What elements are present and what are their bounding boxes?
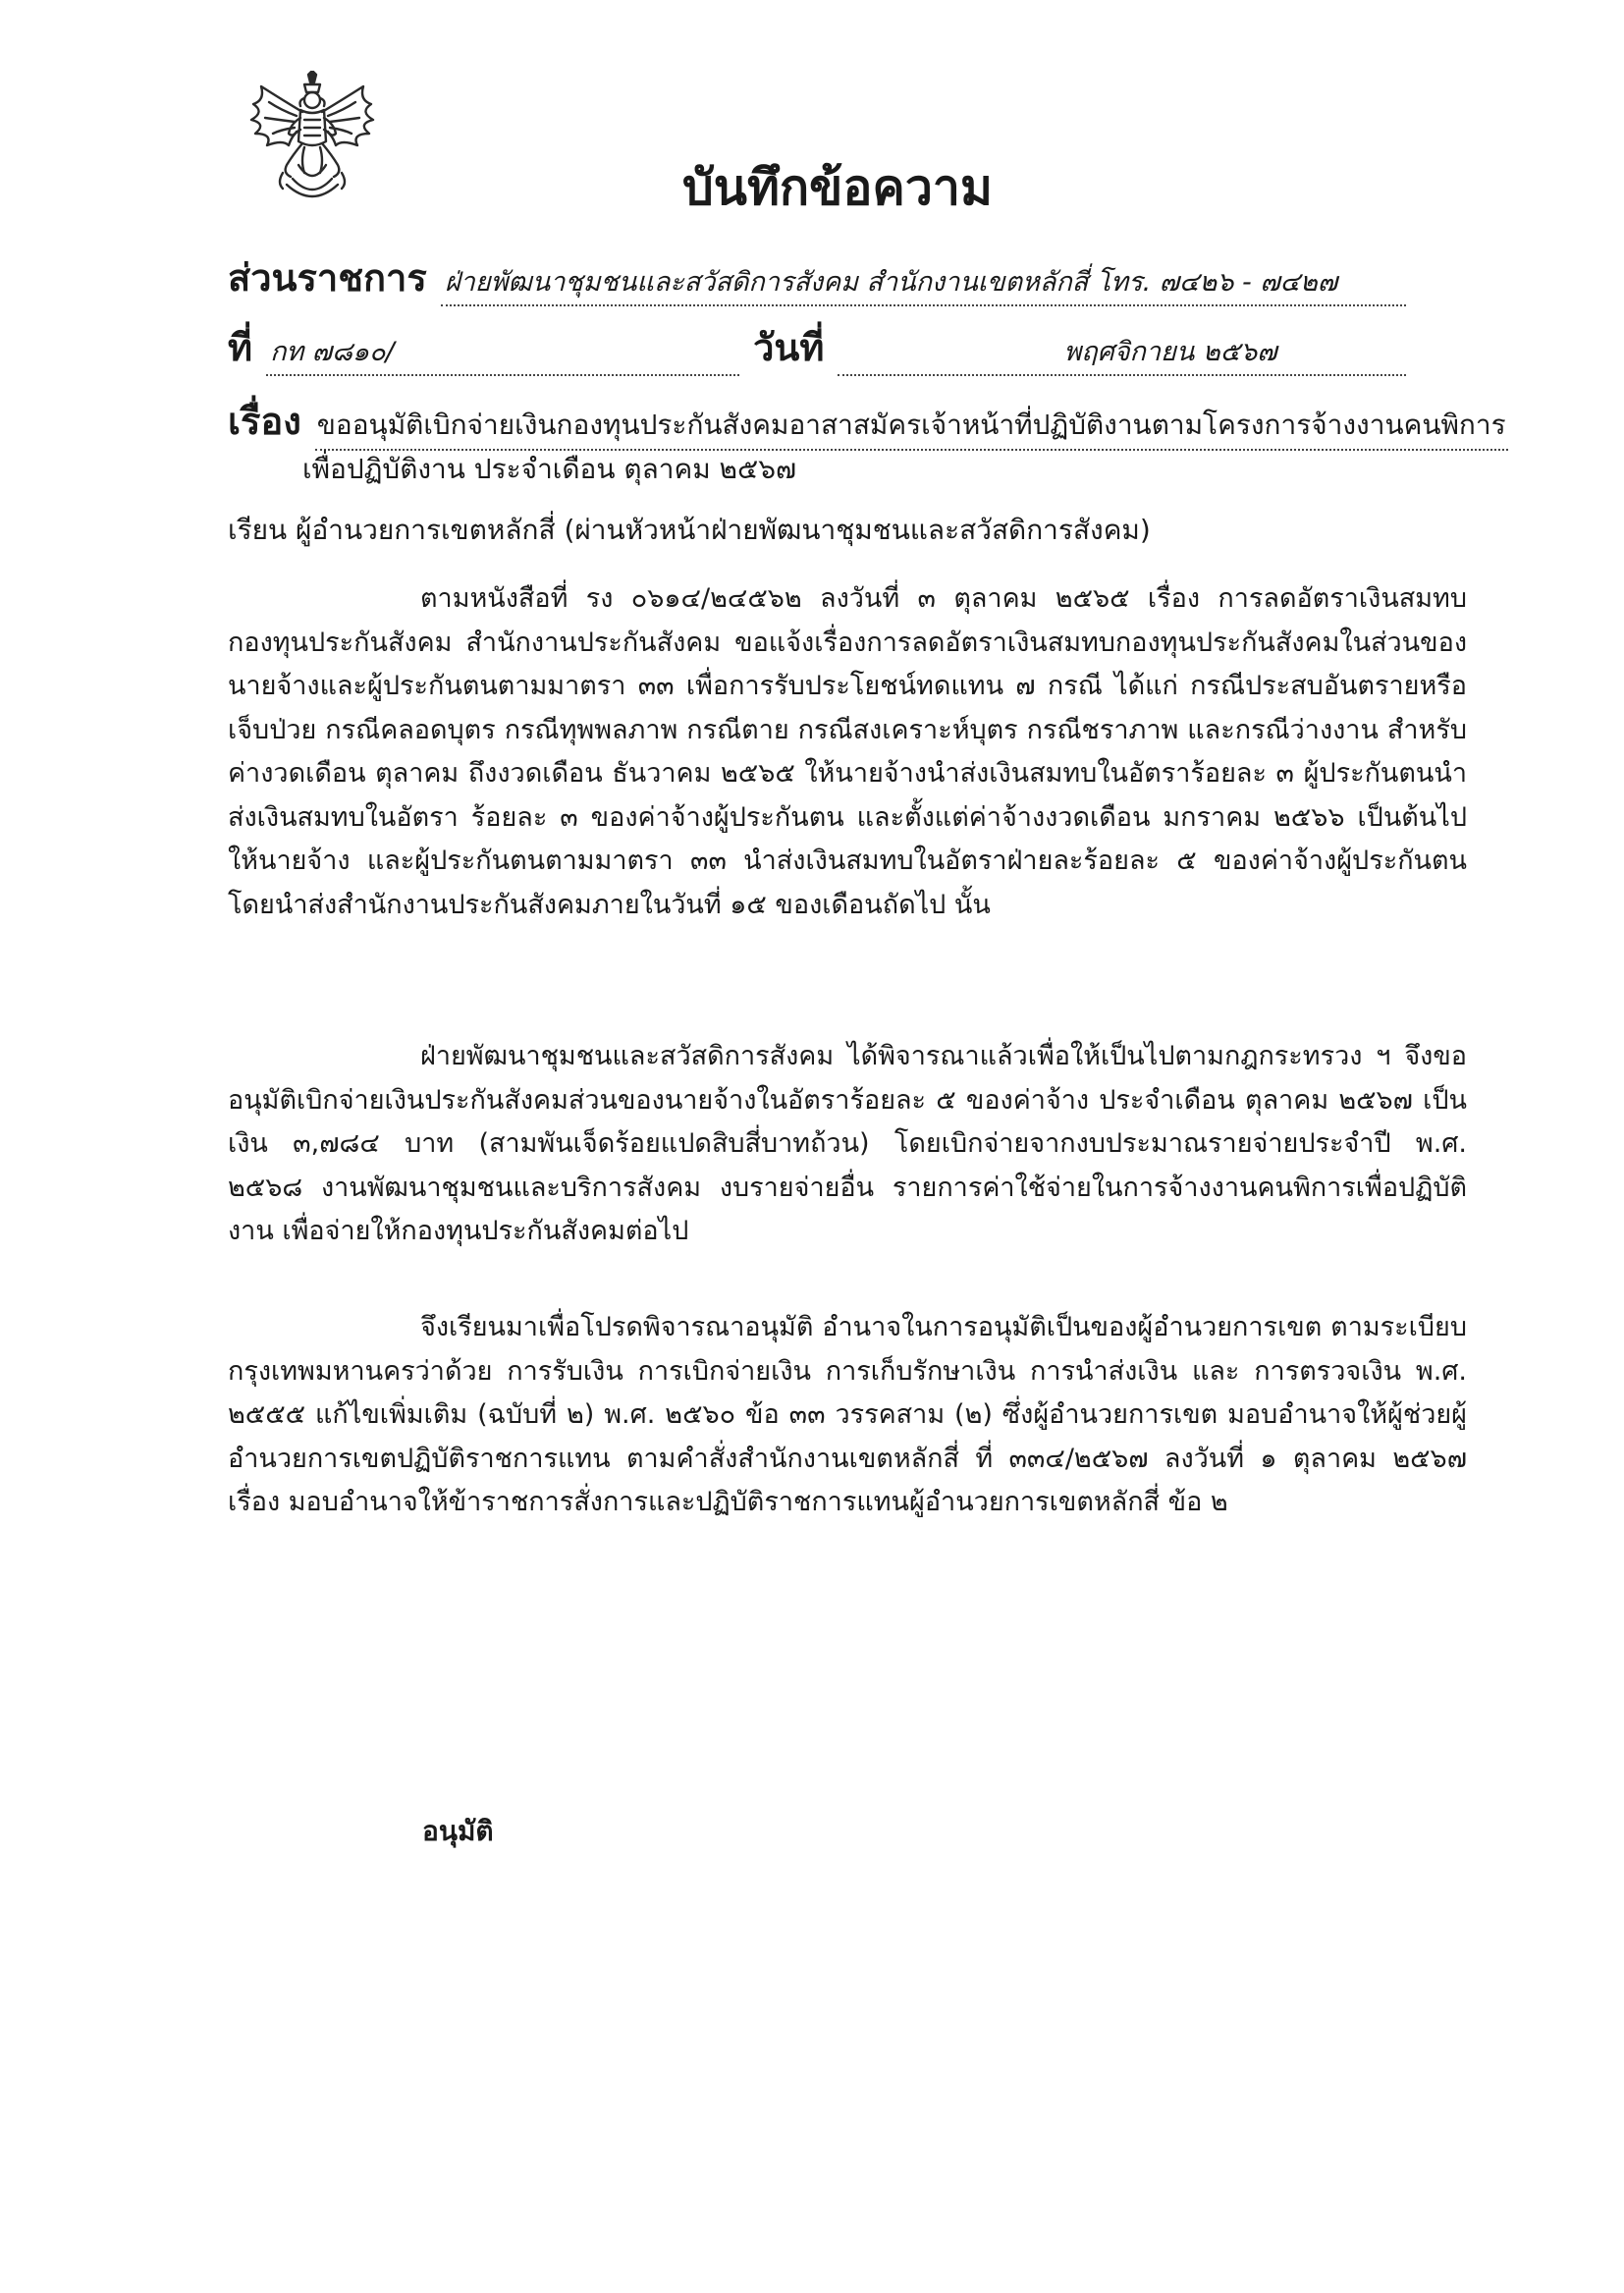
agency-label: ส่วนราชการ [228,256,427,300]
subject-label: เรื่อง [228,400,301,443]
body-paragraph-1: ตามหนังสือที่ รง ๐๖๑๔/๒๔๕๖๒ ลงวันที่ ๓ ตุลาคม ๒๕๖๕ เรื่อง การลดอัตราเงินสมทบกองทุนประกันสังคม สำนักงานประกันสังคม ขอแจ้งเรื่องการลดอัตราเงินสมทบกองทุนประกันสังคมในส่วนของนายจ้างและผู้ประกันตนตามมาตรา ๓๓ เพื่อการรับประโยชน์ทดแทน ๗ กรณี ได้แก่ กรณีประสบอันตรายหรือเจ็บป่วย กรณีคลอดบุตร กรณีทุพพลภาพ กรณีตาย กรณีสงเคราะห์บุตร กรณีชราภาพ และกรณีว่างงาน สำหรับค่างวดเดือน ตุลาคม ถึงงวดเดือน ธันวาคม ๒๕๖๕ ให้นายจ้างนำส่งเงินสมทบในอัตราร้อยละ ๓ ผู้ประกันตนนำส่งเงินสมทบในอัตรา ร้อยละ ๓ ของค่าจ้างผู้ประกันตน และตั้งแต่ค่าจ้างงวดเดือน มกราคม ๒๕๖๖ เป็นต้นไป ให้นายจ้าง และผู้ประกันตนตามมาตรา ๓๓ นำส่งเงินสมทบในอัตราฝ่ายละร้อยละ ๕ ของค่าจ้างผู้ประกันตน โดยนำส่งสำนักงานประกันสังคมภายในวันที่ ๑๕ ของเดือนถัดไป นั้น [228,583,1467,920]
subject-line-1: ขออนุมัติเบิกจ่ายเงินกองทุนประกันสังคมอาสาสมัครเจ้าหน้าที่ปฏิบัติงานตามโครงการจ้างงานคนพิการ [315,404,1508,451]
agency-row [228,247,1406,307]
subject-line-2: เพื่อปฏิบัติงาน ประจำเดือน ตุลาคม ๒๕๖๗ [302,453,797,485]
agency-value: ฝ่ายพัฒนาชุมชนและสวัสดิการสังคม สำนักงานเขตหลักสี่ โทร. ๗๔๒๖ - ๗๔๒๗ [441,260,1406,306]
document-title: บันทึกข้อความ [682,159,993,216]
date-value: พฤศจิกายน ๒๕๖๗ [838,330,1406,376]
subject-row [228,391,1506,451]
date-label: วันที่ [753,326,825,369]
salutation: เรียน ผู้อำนวยการเขตหลักสี่ (ผ่านหัวหน้าฝ่ายพัฒนาชุมชนและสวัสดิการสังคม) [228,514,1151,546]
body-paragraph-3: จึงเรียนมาเพื่อโปรดพิจารณาอนุมัติ อำนาจในการอนุมัติเป็นของผู้อำนวยการเขต ตามระเบียบกรุงเทพมหานครว่าด้วย การรับเงิน การเบิกจ่ายเงิน การเก็บรักษาเงิน การนำส่งเงิน และ การตรวจเงิน พ.ศ. ๒๕๕๕ แก้ไขเพิ่มเติม (ฉบับที่ ๒) พ.ศ. ๒๕๖๐ ข้อ ๓๓ วรรคสาม (๒) ซึ่งผู้อำนวยการเขต มอบอำนาจให้ผู้ช่วยผู้อำนวยการเขตปฏิบัติราชการแทน ตามคำสั่งสำนักงานเขตหลักสี่ ที่ ๓๓๔/๒๕๖๗ ลงวันที่ ๑ ตุลาคม ๒๕๖๗ เรื่อง มอบอำนาจให้ข้าราชการสั่งการและปฏิบัติราชการแทนผู้อำนวยการเขตหลักสี่ ข้อ ๒ [228,1312,1467,1517]
reference-date-row [228,317,1406,377]
reference-label: ที่ [228,326,253,369]
body-paragraph-2: ฝ่ายพัฒนาชุมชนและสวัสดิการสังคม ได้พิจารณาแล้วเพื่อให้เป็นไปตามกฎกระทรวง ฯ จึงขออนุมัติเบิกจ่ายเงินประกันสังคมส่วนของนายจ้างในอัตราร้อยละ ๕ ของค่าจ้าง ประจำเดือน ตุลาคม ๒๕๖๗ เป็นเงิน ๓,๗๘๔ บาท (สามพันเจ็ดร้อยแปดสิบสี่บาทถ้วน) โดยเบิกจ่ายจากงบประมาณรายจ่ายประจำปี พ.ศ. ๒๕๖๘ งานพัฒนาชุมชนและบริการสังคม งบรายจ่ายอื่น รายการค่าใช้จ่ายในการจ้างงานคนพิการเพื่อปฏิบัติงาน เพื่อจ่ายให้กองทุนประกันสังคมต่อไป [228,1041,1467,1246]
reference-number: กท ๗๘๑๐/ [266,330,739,376]
approval-label: อนุมัติ [422,1815,494,1847]
